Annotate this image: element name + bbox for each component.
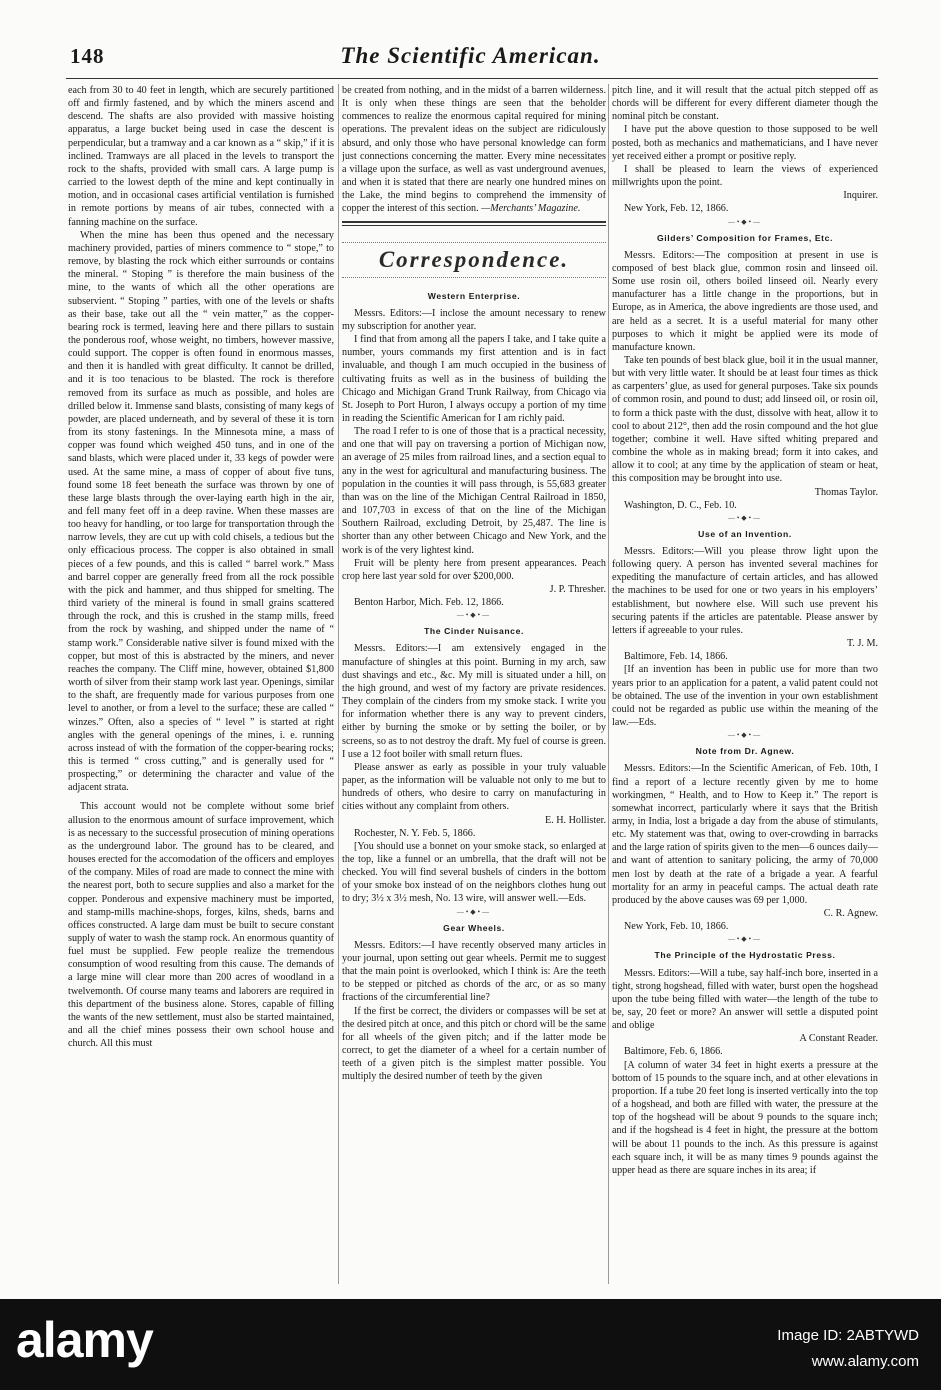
paragraph: each from 30 to 40 feet in length, which are securely partitioned off and firmly fastened, and by which the miners ascend and descend. The shafts are also provided with massive hoisting apparatus, a large bucket being used in case the descent is perpendicular, but a tramway and a car known as a “ skip,” if it is inclined. Tramways are all placed in the levels to transport the rock to the shafts, provided with small cars. A large pump is carried to the lowest depth of the mine and kept continually in motion, and in occasional cases artificial ventilation is furnished in remote portions by means of air tubes, connected with a fanning machine on the surface. [68, 85, 334, 228]
article-title: Gear Wheels. [443, 922, 505, 933]
paragraph: The road I refer to is one of those that is a practical necessity, and one that will pay on traversing a portion of Michigan now, an average of 25 miles from railroad lines, and a section equal to any in the west for agricultural and manufacturing business. The population in the counties it will pass through, is 55,683 greater than was on the line of the Michigan Central Railroad in 1850, and 107,703 in excess of that on the line of the Michigan Southern Railroad, excluding Detroit, by 25,487. The line is shorter than any other between Chicago and New York, and the work is of the very lightest kind. [342, 426, 606, 556]
paragraph: I shall be pleased to learn the views of experienced millwrights upon the point. [612, 163, 878, 189]
paragraph: Messrs. Editors:—I am extensively engaged in the manufacture of shingles at this point. Burning in my arch, saw dust shavings and etc., &c. My mill is situated under a hill, on the high ground, and west of my factory are private residences. They complain of the cinders from my smoke stack. I write you for information whether there is any way to prevent cinders, either by burning the smoke or by setting the boiler, or by screens, so as to not destroy the draft. My fuel of course is green. I use a 12 foot boiler with small return flues. [342, 643, 606, 760]
divider-ornament: —•◆•— [727, 217, 763, 226]
article-title: The Cinder Nuisance. [424, 626, 524, 637]
editor-reply: [A column of water 34 feet in hight exerts a pressure at the bottom of 15 pounds to the square inch, and at other elevations in proportion. If a tube 20 feet long is inserted vertically into the top of a hogshead, and both are filled with water, the pressure at the top of the hogshead will be about 9 pounds to the square inch; and if the hogshead is 4 feet in hight, the pressure at the bottom will be about 11 pounds to the inch. As this pressure is against each square inch, it will be as many times 9 pounds against the upper head as there are square inches in its area; if [612, 1059, 878, 1176]
correspondence-banner: Correspondence. [342, 242, 606, 278]
header-rule [66, 78, 878, 79]
editor-reply: [You should use a bonnet on your smoke stack, so enlarged at the top, like a funnel or an umbrella, that the draft will not be checked. You will find several bushels of cinders in the bottom of your smoke box instead of on the neighbors clothes hung out to dry; 3½ x 3½ mesh, No. 13 wire, will answer well.—Eds. [342, 840, 606, 905]
alamy-logo: alamy [16, 1312, 153, 1368]
paragraph: I have put the above question to those supposed to be well posted, both as mechanics and mathematicians, and I have never yet received either a prompt or positive reply. [612, 124, 878, 162]
column-1 [68, 84, 334, 1284]
article-title: Use of an Invention. [698, 528, 792, 539]
column-2 [342, 84, 606, 1284]
paragraph: This account would not be complete without some brief allusion to the enormous amount of surface improvement, which is as necessary to the successful prosecution of mining operations as the underground labor. The ground has to be cleared, and houses erected for the accomodation of the officers and employes of the company. Miles of road are made to connect the mine with the nearest port, both to secure supplies and also a market for the copper. Ponderous and expensive machinery must be imported, and stamp-mills machine-shops, forges, kilns, sheds, barns and offices constructed. A large dam must be built to secure constant supply of water to wash the stamp rock. An enormous quantity of fuel must be supplied. Few people realize the tremendous consumption of wood resulting from this cause. The demands of a large mine will clear more than 200 acres of woodland in a twelvemonth. Of course many teams and laborers are required in this department of the business alone. Stores, capable of filling the wants of the new settlement, must also be started maintained, and all the chief mines possess their own school house and church. All this must [68, 801, 334, 1050]
dateline: Rochester, N. Y. Feb. 5, 1866. [354, 827, 476, 839]
paragraph: Messrs. Editors:—In the Scientific American, of Feb. 10th, I find a report of a lecture recently given by me to home workingmen, “ Health, and to How to Keep it.” The report is somewhat incorrect, particularly where it says that the British army, in India, lost a brigade a day from the abuse of stimulants, etc. My statement was that, owing to over-crowding in barracks and the large ration of spirits given to the men—6 ounces daily—and want of attention to sanitary policing, the army of 70,000 men lost by death at the rate of a brigade a year. A fearful mortality for an army in peaceful camps. The actual death rate produced by the above causes was 69 per 1,000. [612, 763, 878, 906]
divider-ornament: —•◆•— [456, 907, 492, 916]
article-title: Western Enterprise. [427, 290, 521, 301]
signature: Thomas Taylor. [814, 486, 878, 498]
image-id: Image ID: 2ABTYWD [777, 1327, 919, 1344]
divider-ornament: —•◆•— [727, 513, 763, 522]
dateline: Benton Harbor, Mich. Feb. 12, 1866. [354, 597, 504, 609]
paragraph: Please answer as early as possible in your truly valuable paper, as the information will be valuable not only to me but to hundreds of others, who desire to carry on manufacturing in cities without any complaint from others. [342, 761, 606, 813]
dateline: Washington, D. C., Feb. 10. [624, 499, 737, 511]
dateline: Baltimore, Feb. 14, 1866. [624, 651, 728, 663]
paragraph: pitch line, and it will result that the actual pitch stepped off as chords will be different for every different diameter though the nominal pitch be constant. [612, 85, 878, 123]
column-divider [608, 84, 609, 1284]
column-divider [338, 84, 339, 1284]
divider-ornament: —•◆•— [727, 935, 763, 944]
site-url: www.alamy.com [811, 1353, 919, 1370]
paragraph: Fruit will be plenty here from present appearances. Peach crop here last year sold for over $200,000. [342, 557, 606, 582]
stock-footer [0, 1299, 941, 1390]
paragraph: Messrs. Editors:—Will you please throw light upon the following query. A person has invented several machines for expediting the manufacture of certain articles, and has allowed the machines to be used for one or two years in his employers’ establishment, but nowhere else. Will such use prevent his securing patents if the articles are patentable. Please answer by letters if agreeable to your rules. [612, 546, 878, 636]
paragraph-text: be created from nothing, and in the midst of a barren wilderness. It is only when these things are seen that the beholder commences to realize the enormous capital required for mining operations. The prevalent ideas on the subject are ridiculously absurd, and only those who have personal knowledge can form just connections concerning the matter. Every mine necessitates a village upon the surface, as well as vast underground avenues, and when it is stated that there are nearly one hundred mines on the Lake, the mind begins to comprehend the immensity of copper the interest of this section. [342, 85, 606, 215]
paragraph: When the mine has been thus opened and the necessary machinery provided, parties of miners commence to “ stope,” to remove, by blasting the rock which either surrounds or contains the mineral. “ Stoping ” is therefore the main business of the mine, to the wants of which all the other operations are subservient. “ Stoping ” parties, with one of the levels or shafts as their base, take out all the “ vein matter,” as the copper-bearing rock is termed, leaving here and there pillars to sustain the ponderous roof, whose weight, no timbers, however massive, could support. The copper is often found in enormous masses, and then it is handled with great difficulty. It cannot be drilled, and it is too tenacious to be blasted. The rock is therefore removed from its surface as much as possible, and holes are drilled below it. Immense sand blasts, consisting of many kegs of powder, are placed underneath, and by several of these it is torn from its stony fastenings. In the Minnesota mine, a mass of copper was found which weighed 450 tuns, and in one of the sand blasts, which were placed under it, 33 kegs of powder were used. At the same mine, a mass of copper of about five tuns, found some 18 feet beneath the surface was thrown by one of these large blasts through the over-laying earth high in the air, and fell many feet off in a deep ravine. When these masses are too heavy for handling, or too large for transportation through the narrow levels, they are cut up with cold chisels, a tedious but the only efficacious process. The copper is also obtained in small pieces of a few pounds, and this is called “ barrel work.” Mass and barrel copper are generally freed from all the rock possible with the pick and hammer, and thus shipped for smelting. The third variety of the mineral is found in small grains scattered through the rock, and this is crushed in the stamp mills, freed from the rock by washing, and shipped under the name of “ stamp work.” Considerable native silver is found mixed with the copper, but most of this is abstracted by the miners, and never reaches the company. The Cliff mine, however, obtained $1,800 worth of silver from their stamp work last year. Openings, similar to the shaft, are frequently made for various purposes from one level to another, or from a level to the surface; these are called “ winzes.” Often, also a species of “ level ” is started at right angles with the general openings of the mines, i. e. running across instead of with the formation of the copper-bearing rocks; this is termed “ cross cutting,” and is generally used for “ prospecting,” or determining the character and value of the adjacent strata. [68, 229, 334, 794]
article-title: Gilders’ Composition for Frames, Etc. [657, 232, 833, 243]
editor-reply: [If an invention has been in public use for more than two years prior to an application for a patent, a valid patent could not be obtained. The use of the invention in your own establishment could not be regarded as public use within the meaning of the law.—Eds. [612, 664, 878, 729]
signature: J. P. Thresher. [549, 584, 606, 595]
divider-ornament: —•◆•— [727, 731, 763, 740]
article-title: Note from Dr. Agnew. [695, 746, 795, 757]
paragraph [342, 84, 606, 216]
paragraph: Messrs. Editors:—The composition at present in use is composed of best black glue, common rosin and linseed oil. Some use rosin oil, others boiled linseed oil. Nearly every manufacturer has a little change in the proportions, but in Europe, as in America, the above ingredients are those used, and are held as a secret. It is a useful material for many other purposes to which it might be applied were its mode of manufacture known. [612, 249, 878, 353]
dateline: New York, Feb. 12, 1866. [624, 203, 729, 215]
section-rule [342, 221, 606, 226]
signature: E. H. Hollister. [544, 814, 606, 826]
signature: Inquirer. [843, 190, 878, 202]
source-credit: —Merchants’ Magazine. [481, 203, 581, 215]
dateline: Baltimore, Feb. 6, 1866. [624, 1046, 723, 1058]
masthead: The Scientific American. [340, 43, 601, 68]
signature: A Constant Reader. [799, 1033, 878, 1045]
paragraph: If the first be correct, the dividers or compasses will be set at the desired pitch at once, and this pitch or chord will be the same for all wheels of the given pitch; and if the latter mode be correct, to get the diameter of a wheel for a certain number of teeth of a given pitch is the simplest matter possible. You multiply the desired number of teeth by the given [342, 1005, 606, 1083]
signature: T. J. M. [846, 638, 878, 650]
paragraph: Messrs. Editors:—I have recently observed many articles in your journal, upon setting out gear wheels. Permit me to suggest that the main point is overlooked, which I think is: Are the teeth to be stepped or pitched as chords of the arc, or as so many fractions of the circumferential line? [342, 939, 606, 1004]
page-number: 148 [70, 44, 105, 68]
article-title: The Principle of the Hydrostatic Press. [654, 950, 836, 961]
dateline: New York, Feb. 10, 1866. [624, 921, 729, 933]
paragraph: I find that from among all the papers I take, and I take quite a number, yours commands my first attention and is in fact invaluable, and though I am much occupied in the business of cultivating fruits as well as in the business of building the Chicago and Michigan Grand Trunk Railway, from Chicago via St. Joseph to Port Huron, I always occupy a portion of my time in reading the Scientific American for I am richly paid. [342, 334, 606, 424]
paragraph: Messrs. Editors:—I inclose the amount necessary to renew my subscription for another year. [342, 307, 606, 332]
paragraph: Take ten pounds of best black glue, boil it in the usual manner, but with very little water. It should be at least four times as thick as carpenters’ glue, as used for general purposes. Take six pounds of common rosin, and pound to dust; add linseed oil, or rosin oil, to form a thick paste with the dust, dissolve with heat, allow it to cool to about 212°, then add the rosin compound and the hot glue together; combine it well. Have sifted whiting prepared and combine the whole as in making bread; form it into cakes, and allow it to cool; at any time by the application of steam or heat, this composition may be brought into use. [612, 354, 878, 485]
divider-ornament: —•◆•— [456, 611, 492, 620]
column-3 [612, 84, 878, 1284]
signature: C. R. Agnew. [823, 908, 878, 920]
paragraph: Messrs. Editors:—Will a tube, say half-inch bore, inserted in a tight, strong hogshead, filled with water, burst open the hogshead upon the tube being filled with water—the length of the tube to be, say, 20 feet or more? An answer will settle a disputed point and oblige [612, 967, 878, 1032]
